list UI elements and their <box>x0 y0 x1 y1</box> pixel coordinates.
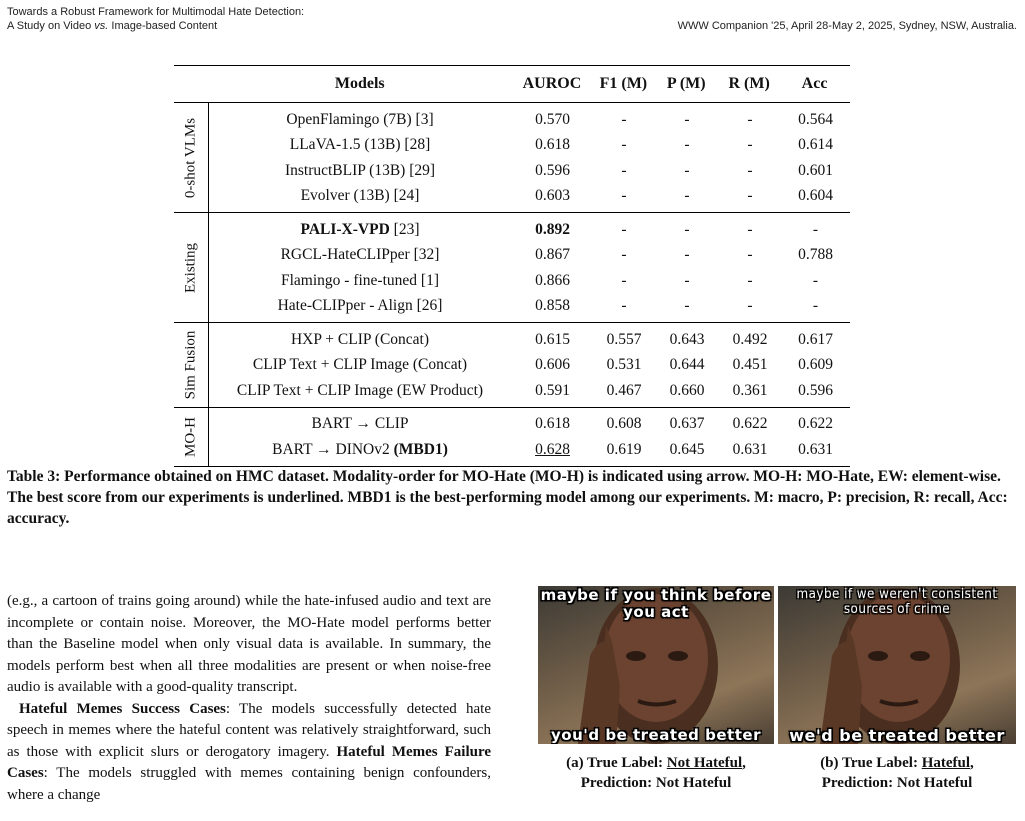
cell-auroc-best: 0.892 <box>535 220 570 238</box>
cell-model: CLIP Text + CLIP Image (Concat) <box>252 356 468 374</box>
cell-model: InstructBLIP (13B) [29] <box>284 161 436 179</box>
table-row <box>209 217 851 243</box>
figure-meme-b <box>778 586 1016 793</box>
cell-r: 0.631 <box>732 440 768 458</box>
cell-auroc: 0.618 <box>535 136 570 154</box>
cell-p: 0.645 <box>669 440 705 458</box>
cell-p: - <box>684 136 690 154</box>
group-label-text: MO-H <box>182 416 199 457</box>
cell-r: - <box>747 246 753 264</box>
cell-r: 0.361 <box>732 381 768 399</box>
paragraph-text: : The models struggled with memes containing benign confounders, where a change <box>7 765 491 803</box>
cell-auroc-underlined <box>511 441 594 459</box>
cell-f1: - <box>621 297 627 315</box>
table-row <box>209 107 851 133</box>
header-title-line2-post: Image-based Content <box>108 20 218 32</box>
table-header-row <box>174 66 850 103</box>
cell-f1: - <box>621 161 627 179</box>
col-header-f1: F1 (M) <box>599 75 648 92</box>
cell-model: Hate-CLIPper - Align [26] <box>277 297 443 315</box>
cell-auroc: 0.570 <box>535 110 570 128</box>
subcaption-true-label: Not Hateful <box>666 755 743 771</box>
table-row <box>209 133 851 159</box>
cell-r: - <box>747 110 753 128</box>
cell-auroc: 0.867 <box>535 246 570 264</box>
col-header-models: Models <box>334 75 385 92</box>
cell-acc: 0.788 <box>798 246 833 264</box>
cell-auroc-value: 0.628 <box>535 440 570 458</box>
bold-heading-success: Hateful Memes Success Cases <box>19 700 226 717</box>
header-title-vs: vs. <box>94 20 109 32</box>
col-header-acc: Acc <box>801 75 828 92</box>
cell-f1: 0.619 <box>606 440 642 458</box>
paragraph <box>7 699 491 807</box>
cell-model-text: BART → DINOv2 <box>272 440 394 458</box>
cell-r: - <box>747 161 753 179</box>
subcaption-comma: , <box>970 755 974 771</box>
meme-bottom-text: we'd be treated better <box>789 726 1005 744</box>
cell-p: 0.643 <box>669 330 705 348</box>
cell-f1: - <box>621 271 627 289</box>
cell-p: 0.660 <box>669 381 705 399</box>
cell-auroc: 0.596 <box>535 161 570 179</box>
cell-r: - <box>747 297 753 315</box>
table-row <box>209 268 851 294</box>
cell-acc: 0.622 <box>798 415 833 433</box>
group-label-text: Sim Fusion <box>182 330 199 400</box>
header-title-line2-pre: A Study on Video <box>7 20 95 32</box>
meme-top-text: maybe if we weren't consistent sources of crime <box>796 587 998 617</box>
cell-acc: 0.564 <box>798 110 833 128</box>
cell-p: - <box>684 297 690 315</box>
cell-auroc: 0.615 <box>535 330 570 348</box>
cell-p: 0.637 <box>669 415 705 433</box>
cell-r: 0.622 <box>732 415 768 433</box>
body-text <box>7 591 491 821</box>
table-row <box>209 243 851 269</box>
cell-model: Evolver (13B) [24] <box>300 187 420 205</box>
table-row <box>209 158 851 184</box>
cell-p: - <box>684 187 690 205</box>
bold-heading-failure: Hateful Memes Failure Cases <box>7 743 491 781</box>
cell-p: 0.644 <box>669 356 705 374</box>
cell-acc: - <box>812 220 819 238</box>
group-label <box>174 213 209 322</box>
group-label-text: 0-shot VLMs <box>182 117 199 198</box>
table-row <box>209 184 851 210</box>
cell-acc: 0.601 <box>798 161 833 179</box>
cell-p: - <box>684 271 690 289</box>
cell-model: Flamingo - fine-tuned [1] <box>281 271 439 289</box>
meme-top-text: maybe if you think before you act <box>540 586 772 621</box>
cell-acc: 0.614 <box>798 136 833 154</box>
cell-r: 0.492 <box>732 330 768 348</box>
cell-acc: 0.631 <box>798 440 833 458</box>
figure-subcaption-a <box>538 753 774 793</box>
cell-f1: - <box>621 246 627 264</box>
header-title-line1: Towards a Robust Framework for Multimodal Hate Detection: <box>7 6 305 18</box>
table-group-mo-h <box>174 408 850 466</box>
cell-acc: 0.617 <box>798 330 833 348</box>
cell-model <box>209 441 511 459</box>
cell-f1: 0.608 <box>606 415 642 433</box>
cell-model: OpenFlamingo (7B) [3] <box>286 110 434 128</box>
cell-model: CLIP Text + CLIP Image (EW Product) <box>236 381 484 399</box>
table-group-sim-fusion <box>174 323 850 408</box>
cell-p: - <box>684 161 690 179</box>
cell-auroc: 0.866 <box>535 271 570 289</box>
cell-f1: - <box>621 187 627 205</box>
subcaption-line1 <box>778 753 1016 773</box>
cell-model <box>209 221 511 239</box>
cell-r: - <box>747 220 753 238</box>
table-row <box>209 353 851 379</box>
cell-model: BART → CLIP <box>311 415 409 433</box>
cell-model-ref: [23] <box>389 220 420 238</box>
group-label-text: Existing <box>182 242 199 293</box>
cell-f1: - <box>621 136 627 154</box>
paragraph-text: : The models successfully detected hate speech in memes where the hateful content was relatively straightforward, such as those with explicit slurs or derogatory imagery. <box>7 700 491 760</box>
cell-acc: 0.604 <box>798 187 833 205</box>
group-label <box>174 323 209 407</box>
cell-p: - <box>684 110 690 128</box>
cell-model-bold: (MBD1) <box>393 440 448 458</box>
cell-acc: 0.609 <box>798 356 833 374</box>
table-row <box>209 294 851 320</box>
cell-auroc: 0.591 <box>535 381 570 399</box>
subcaption-true-label: Hateful <box>921 755 971 771</box>
paragraph: (e.g., a cartoon of trains going around) while the hate-infused audio and text are incomplete or contain noise. Moreover, the MO-Hate model performs better than the Baseline model when only visual data is available. In summary, the models perform best when all three modalities are present or when noise-free audio is available with a good-quality transcript. <box>7 593 491 695</box>
cell-model: HXP + CLIP (Concat) <box>290 330 430 348</box>
subcaption-prefix: (a) True Label: <box>566 755 667 771</box>
cell-f1: 0.467 <box>606 381 642 399</box>
meme-image-b <box>778 586 1016 744</box>
cell-r: - <box>747 136 753 154</box>
subcaption-line2: Prediction: Not Hateful <box>580 775 732 791</box>
cell-auroc: 0.618 <box>535 415 570 433</box>
figure-subcaption-b <box>778 753 1016 793</box>
cell-f1: - <box>621 110 627 128</box>
group-label <box>174 103 209 212</box>
table-row <box>209 412 851 438</box>
cell-r: 0.451 <box>732 356 768 374</box>
cell-auroc: 0.606 <box>535 356 570 374</box>
col-header-auroc: AUROC <box>522 75 582 92</box>
figure-meme-a <box>538 586 774 793</box>
cell-acc: 0.596 <box>798 381 833 399</box>
table-row <box>209 437 851 463</box>
cell-auroc: 0.858 <box>535 297 570 315</box>
col-header-precision: P (M) <box>666 75 706 92</box>
cell-f1: - <box>621 220 627 238</box>
subcaption-line1 <box>538 753 774 773</box>
results-table <box>174 65 850 467</box>
cell-model: RGCL-HateCLIPper [32] <box>280 246 440 264</box>
cell-r: - <box>747 187 753 205</box>
cell-acc: - <box>812 271 819 289</box>
cell-auroc: 0.603 <box>535 187 570 205</box>
col-header-recall: R (M) <box>728 75 770 92</box>
subcaption-line2: Prediction: Not Hateful <box>821 775 973 791</box>
cell-r: - <box>747 271 753 289</box>
table-caption: Table 3: Performance obtained on HMC dataset. Modality-order for MO-Hate (MO-H) is indicated using arrow. MO-H: MO-Hate, EW: element-wise. The best score from our experiments is underlined. MBD1 is the best-performing model among our experiments. M: macro, P: precision, R: recall, Acc: accuracy. <box>7 468 1008 527</box>
cell-f1: 0.531 <box>606 356 642 374</box>
table-group-0shot <box>174 103 850 213</box>
subcaption-prefix: (b) True Label: <box>820 755 922 771</box>
table-row <box>209 378 851 404</box>
meme-bottom-text: you'd be treated better <box>551 726 761 744</box>
cell-acc: - <box>812 297 819 315</box>
cell-model-bold: PALI-X-VPD <box>300 220 390 238</box>
group-label <box>174 408 209 466</box>
cell-p: - <box>684 220 690 238</box>
table-group-existing <box>174 213 850 323</box>
table-row <box>209 327 851 353</box>
meme-image-a <box>538 586 774 744</box>
header-title-line2 <box>7 19 304 33</box>
cell-p: - <box>684 246 690 264</box>
cell-f1: 0.557 <box>606 330 642 348</box>
cell-model: LLaVA-1.5 (13B) [28] <box>289 136 431 154</box>
subcaption-comma: , <box>742 755 746 771</box>
running-header-title <box>7 5 304 33</box>
running-header-venue: WWW Companion '25, April 28-May 2, 2025, Sydney, NSW, Australia. <box>677 20 1017 32</box>
